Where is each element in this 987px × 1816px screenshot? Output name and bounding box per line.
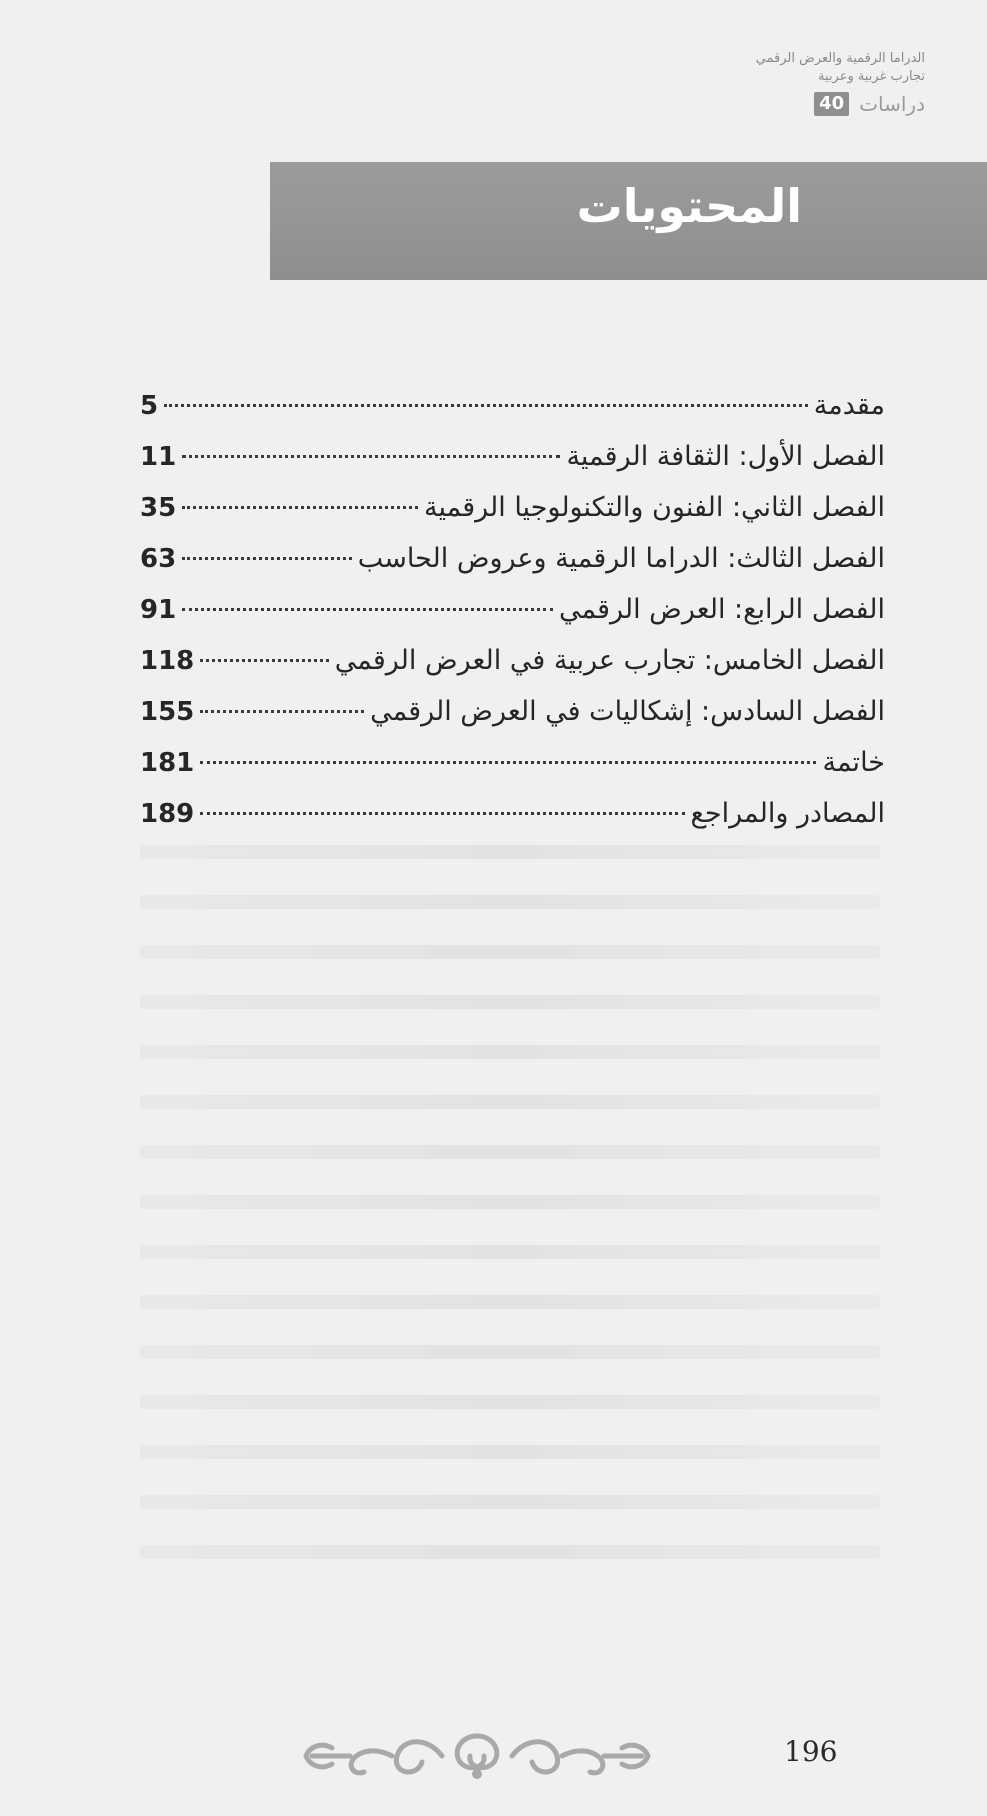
floral-ornament-icon bbox=[292, 1728, 662, 1784]
toc-entry-page: 91 bbox=[140, 595, 177, 625]
toc-leader-dots bbox=[182, 557, 352, 560]
toc-entry bbox=[140, 543, 885, 594]
contents-banner bbox=[270, 162, 987, 280]
table-of-contents bbox=[140, 390, 885, 849]
toc-entry bbox=[140, 594, 885, 645]
toc-entry bbox=[140, 441, 885, 492]
book-subtitle: تجارب غربية وعربية bbox=[818, 69, 925, 84]
toc-entry-page: 155 bbox=[140, 697, 195, 727]
toc-leader-dots bbox=[200, 812, 684, 815]
toc-entry-page: 181 bbox=[140, 748, 195, 778]
book-title: الدراما الرقمية والعرض الرقمي bbox=[755, 51, 925, 66]
toc-entry bbox=[140, 390, 885, 441]
toc-entry-title: الفصل الخامس: تجارب عربية في العرض الرقمي bbox=[334, 645, 885, 676]
toc-entry-title: الفصل الرابع: العرض الرقمي bbox=[558, 594, 885, 625]
page-number: 196 bbox=[784, 1735, 838, 1768]
running-header bbox=[665, 50, 925, 116]
toc-entry-title: الفصل الأول: الثقافة الرقمية bbox=[566, 441, 885, 472]
toc-leader-dots bbox=[182, 608, 553, 611]
toc-entry-title: مقدمة bbox=[813, 390, 885, 421]
page-title: المحتويات bbox=[576, 179, 802, 233]
toc-entry-page: 118 bbox=[140, 646, 195, 676]
series-number-badge: 40 bbox=[814, 92, 849, 116]
toc-leader-dots bbox=[200, 659, 328, 662]
toc-entry-page: 5 bbox=[140, 391, 159, 421]
toc-entry-title: الفصل الثاني: الفنون والتكنولوجيا الرقمية bbox=[423, 492, 885, 523]
toc-entry-page: 63 bbox=[140, 544, 177, 574]
toc-entry-page: 11 bbox=[140, 442, 177, 472]
toc-leader-dots bbox=[200, 710, 364, 713]
toc-entry bbox=[140, 645, 885, 696]
toc-entry bbox=[140, 798, 885, 849]
toc-leader-dots bbox=[164, 404, 808, 407]
toc-leader-dots bbox=[200, 761, 816, 764]
toc-leader-dots bbox=[182, 506, 418, 509]
toc-entry bbox=[140, 492, 885, 543]
toc-entry-title: خاتمة bbox=[822, 747, 885, 778]
toc-entry-title: الفصل السادس: إشكاليات في العرض الرقمي bbox=[370, 696, 885, 727]
toc-entry bbox=[140, 747, 885, 798]
toc-entry bbox=[140, 696, 885, 747]
toc-entry-title: المصادر والمراجع bbox=[690, 798, 885, 829]
series-label-group bbox=[665, 92, 925, 116]
series-label: دراسات bbox=[859, 92, 925, 116]
toc-entry-page: 35 bbox=[140, 493, 177, 523]
toc-leader-dots bbox=[182, 455, 560, 458]
toc-entry-page: 189 bbox=[140, 799, 195, 829]
toc-entry-title: الفصل الثالث: الدراما الرقمية وعروض الحاسب bbox=[357, 543, 885, 574]
